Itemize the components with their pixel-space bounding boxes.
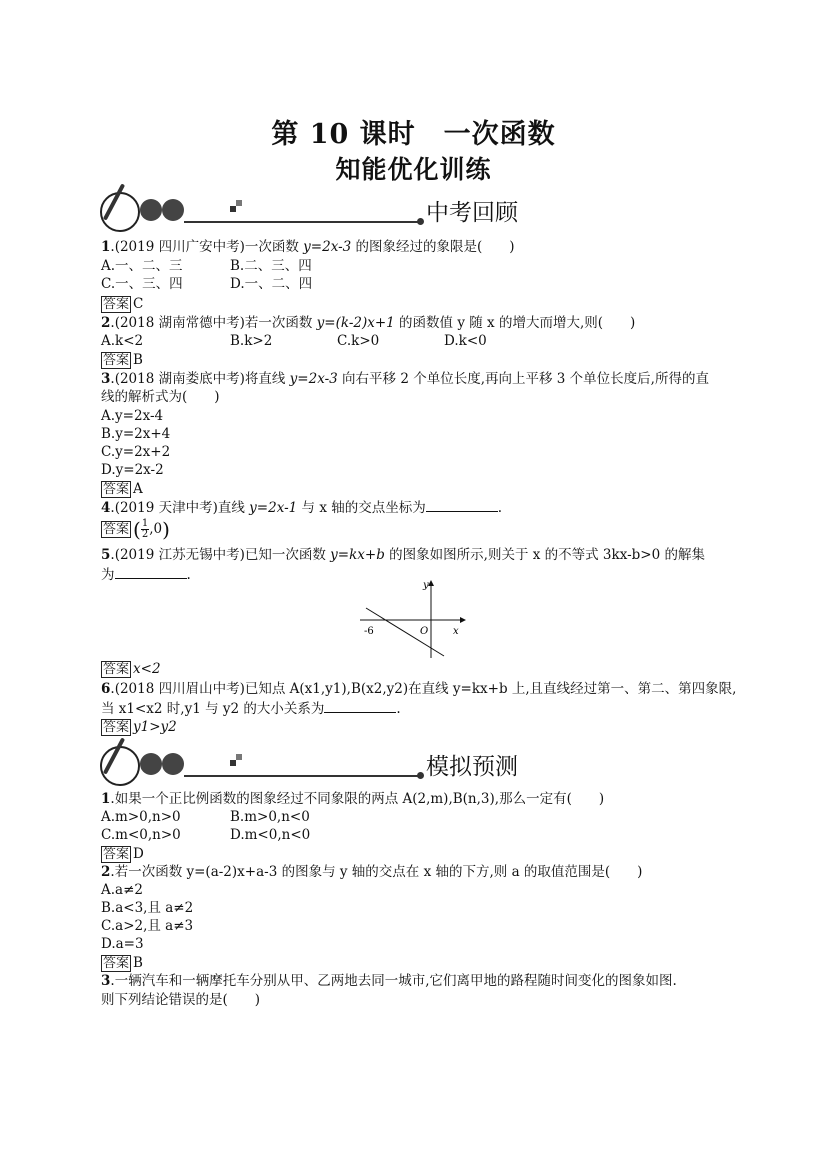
option: A.y=2x-4 xyxy=(101,408,164,424)
answer-row: 答案 ( $\frac{1}{2}$ ,0) xyxy=(103,517,170,542)
linear-function-graph xyxy=(360,578,470,660)
rule-end-dot xyxy=(417,772,424,779)
option: D.a=3 xyxy=(101,936,144,952)
answer-tag: 答案 xyxy=(103,353,130,368)
answer-tag: 答案 xyxy=(103,847,130,862)
answer-row: 答案 B xyxy=(103,352,143,368)
section-title: 模拟预测 xyxy=(426,754,518,780)
dot-icon xyxy=(140,199,162,221)
question-1: 1.(2019 四川广安中考)一次函数 y=2x-3 的图象经过的象限是( ) xyxy=(101,239,515,255)
option: D.y=2x-2 xyxy=(101,462,164,478)
section-title: 中考回顾 xyxy=(426,200,518,226)
dot-icon xyxy=(140,753,162,775)
answer-row: 答案 B xyxy=(103,955,143,971)
answer-blank xyxy=(324,700,396,713)
section-rule xyxy=(184,775,420,777)
question-5-line2: 为 . xyxy=(101,567,191,583)
svg-text:-6: -6 xyxy=(364,626,374,637)
svg-text:O: O xyxy=(420,626,429,637)
answer-row: 答案 x<2 xyxy=(103,661,161,677)
answer-tag: 答案 xyxy=(103,482,130,497)
option: C.a>2,且 a≠3 xyxy=(101,918,194,934)
square-icon xyxy=(230,760,236,766)
answer-row: 答案 A xyxy=(103,481,143,497)
question-3: 3.(2018 湖南娄底中考)将直线 y=2x-3 向右平移 2 个单位长度,再向上平移 3 个单位长度后,所得的直 xyxy=(101,371,709,387)
option: A.a≠2 xyxy=(101,882,143,898)
answer-tag: 答案 xyxy=(103,956,130,971)
svg-text:x: x xyxy=(453,626,459,637)
worksheet-page: 第 10 课时 一次函数 知能优化训练 中考回顾 1.(2019 四川广安中考)一次函数 y=2x-3 的图象经过的象限是( ) A.一、二、三 B.二、三、四 C.一、三、四 D.一、二、四 答案 C 2.(2018 湖南常德中考)若一次函数 y=(k-2)x+1 的函数值 y 随 x 的增大而增大,则( ) A.k<2 B.k>2 C.k>0 D.k<0 答案 B 3.(2018 湖南娄底中考)将直线 y=2x-3 向右平移 2 个单位长度,再向上平移 3 个单位长度后,所得的直 线的解析式为( ) A.y=2x-4 B.y=2x+4 C.y=2x+2 D.y=2x-2 答案 A 4.(2019 天津中考)直线 y=2x-1 与 x 轴的交点坐标为 . 答案 ( $\frac{1}{2}$ ,0) 5.(2019 江苏无锡中考)已知一次函数 y=kx+b 的图象如图所示,则关于 x 的不等式 3kx-b>0 的解集 为 . y x O -6 答案 x<2 6.(2018 四川眉山中考)已知点 A(x1,y1),B(x2,y2)在直线 y=kx+b 上,且直线经过第一、第二、第四象限, 当 x1<x2 时,y1 与 y2 的大小关系为 . 答案 y1>y2 模拟预测 1.如果一个正比例函数的图象经过不同象限的两点 A(2,m),B(n,3),那么一定有( ) A.m>0,n>0 B.m>0,n<0 C.m<0,n>0 D.m<0,n<0 答案 D 2.若一次函数 y=(a-2)x+a-3 的图象与 y 轴的交点在 x 轴的下方,则 a 的取值范围是( ) A.a≠2 B.a<3,且 a≠2 C.a>2,且 a≠3 D.a=3 答案 B 3.一辆汽车和一辆摩托车分别从甲、乙两地去同一城市,它们离甲地的路程随时间变化的图象如图. 则下列结论错误的是( ) xyxy=(0,0,827,1169)
mock-question-3-line2: 则下列结论错误的是( ) xyxy=(101,992,261,1008)
option: B.a<3,且 a≠2 xyxy=(101,900,194,916)
dot-icon xyxy=(162,753,184,775)
answer-tag: 答案 xyxy=(103,522,130,537)
page-title: 第 10 课时 一次函数 xyxy=(271,119,556,150)
section-header-mock xyxy=(100,744,740,788)
mock-question-3: 3.一辆汽车和一辆摩托车分别从甲、乙两地去同一城市,它们离甲地的路程随时间变化的图象如图. xyxy=(101,973,677,989)
square-icon xyxy=(236,200,242,206)
page-subtitle: 知能优化训练 xyxy=(335,155,492,184)
square-icon xyxy=(230,206,236,212)
answer-tag: 答案 xyxy=(103,720,130,735)
square-icon xyxy=(236,754,242,760)
question-3-line2: 线的解析式为( ) xyxy=(101,389,220,405)
answer-tag: 答案 xyxy=(103,662,130,677)
question-2: 2.(2018 湖南常德中考)若一次函数 y=(k-2)x+1 的函数值 y 随 x 的增大而增大,则( ) xyxy=(101,315,636,331)
dot-icon xyxy=(162,199,184,221)
option: C.y=2x+2 xyxy=(101,444,171,460)
answer-blank xyxy=(426,499,498,512)
option: B.y=2x+4 xyxy=(101,426,171,442)
answer-tag: 答案 xyxy=(103,297,130,312)
answer-blank xyxy=(115,566,187,579)
question-6-line2: 当 x1<x2 时,y1 与 y2 的大小关系为 . xyxy=(101,701,401,717)
section-header-review xyxy=(100,190,740,234)
section-rule xyxy=(184,221,420,223)
mock-question-2: 2.若一次函数 y=(a-2)x+a-3 的图象与 y 轴的交点在 x 轴的下方,则 a 的取值范围是( ) xyxy=(101,864,643,880)
question-4: 4.(2019 天津中考)直线 y=2x-1 与 x 轴的交点坐标为 . xyxy=(101,500,503,516)
mock-question-1: 1.如果一个正比例函数的图象经过不同象限的两点 A(2,m),B(n,3),那么一定有( ) xyxy=(101,791,605,807)
answer-row: 答案 y1>y2 xyxy=(103,719,177,735)
function-line xyxy=(366,608,444,656)
fraction: $\frac{1}{2}$ xyxy=(141,518,149,540)
question-6: 6.(2018 四川眉山中考)已知点 A(x1,y1),B(x2,y2)在直线 y=kx+b 上,且直线经过第一、第二、第四象限, xyxy=(101,681,737,697)
answer-row: 答案 C xyxy=(103,296,144,312)
question-5: 5.(2019 江苏无锡中考)已知一次函数 y=kx+b 的图象如图所示,则关于 x 的不等式 3kx-b>0 的解集 xyxy=(101,547,705,563)
y-arrow xyxy=(428,580,434,586)
rule-end-dot xyxy=(417,218,424,225)
x-arrow xyxy=(460,617,466,623)
answer-row: 答案 D xyxy=(103,846,144,862)
svg-text:y: y xyxy=(423,580,429,591)
